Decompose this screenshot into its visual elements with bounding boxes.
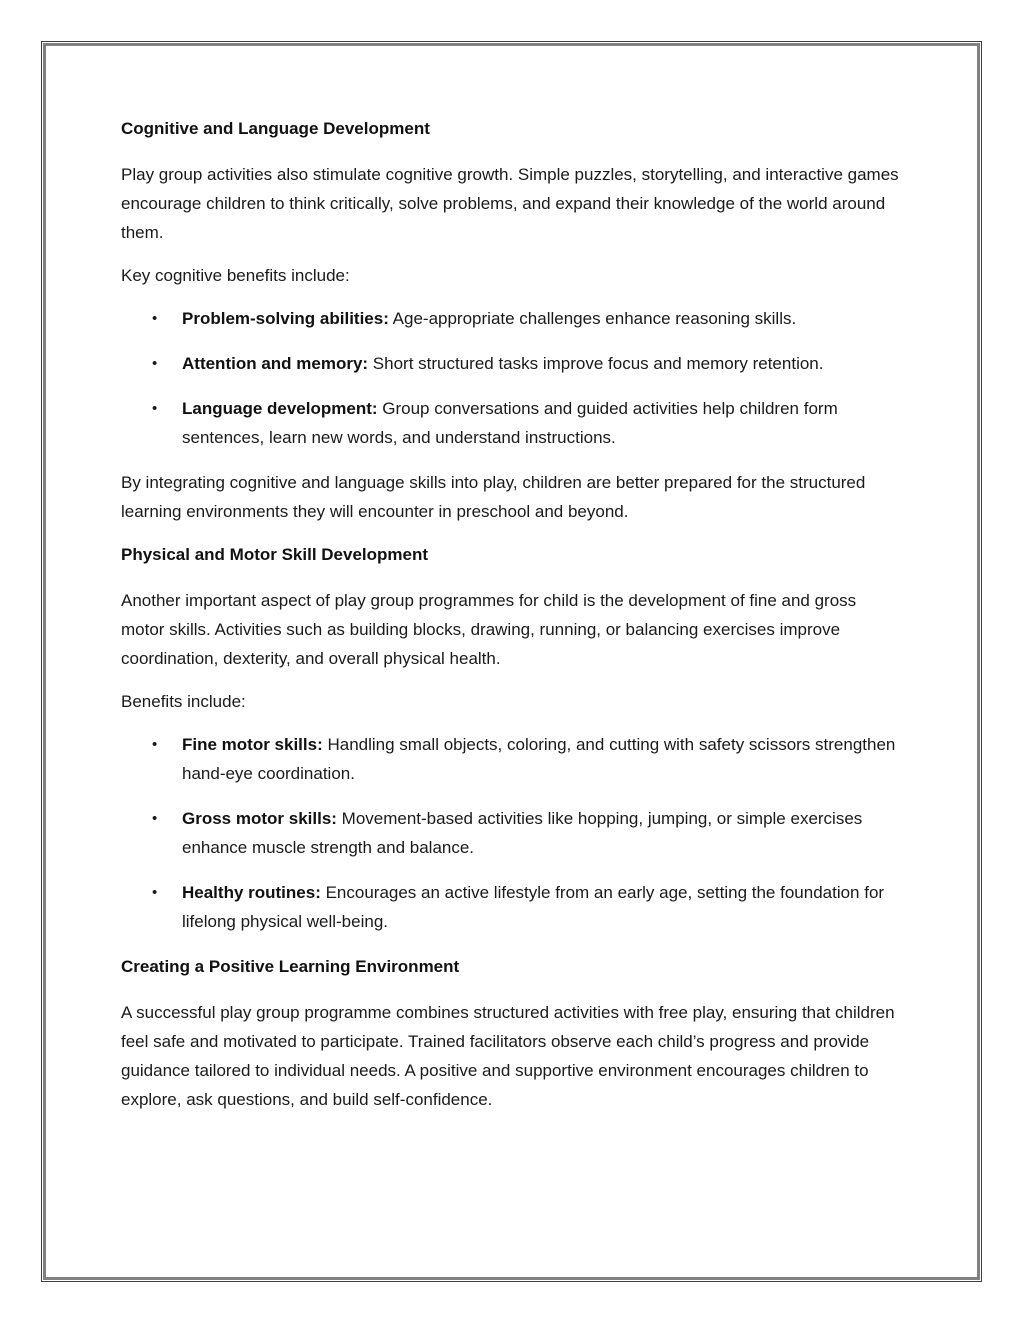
bullet-label: Gross motor skills: [182, 809, 337, 828]
bullet-text: Group conversations and guided activities help children form sentences, learn new words, and understand instructions. [182, 399, 838, 447]
paragraph: A successful play group programme combines structured activities with free play, ensuring that children feel safe and motivated to participate. Trained facilitators observe each child’s progress and provide guidance tailored to individual needs. A positive and supportive environment encourages children to explore, ask questions, and build self-confidence. [121, 1003, 895, 1109]
bullet-text: Short structured tasks improve focus and memory retention. [368, 354, 824, 373]
list-item [121, 730, 903, 788]
cognitive-benefits-list [121, 304, 903, 452]
list-item [121, 804, 903, 862]
bullet-marker: • [152, 310, 158, 327]
section-heading-cognitive: Cognitive and Language Development [121, 119, 430, 138]
physical-benefits-list [121, 730, 903, 936]
list-item [121, 349, 903, 378]
bullet-marker: • [152, 810, 158, 827]
bullet-label: Fine motor skills: [182, 735, 323, 754]
bullet-marker: • [152, 884, 158, 901]
bullet-label: Attention and memory: [182, 354, 369, 373]
bullet-text: Encourages an active lifestyle from an early age, setting the foundation for lifelong physical well-being. [182, 883, 885, 931]
list-item [121, 878, 903, 936]
paragraph: Play group activities also stimulate cognitive growth. Simple puzzles, storytelling, and interactive games encourage children to think critically, solve problems, and expand their knowledge of the world around them. [121, 165, 899, 242]
bullet-label: Language development: [182, 399, 378, 418]
paragraph: By integrating cognitive and language skills into play, children are better prepared for the structured learning environments they will encounter in preschool and beyond. [121, 473, 866, 521]
page-inner-border [43, 43, 980, 1280]
section-heading-physical: Physical and Motor Skill Development [121, 545, 429, 564]
paragraph: Another important aspect of play group programmes for child is the development of fine and gross motor skills. Activities such as building blocks, drawing, running, or balancing exercises improve coordination, dexterity, and overall physical health. [121, 591, 857, 668]
bullet-text: Handling small objects, coloring, and cutting with safety scissors strengthen hand-eye coordination. [182, 735, 896, 783]
page-content [121, 114, 903, 1114]
bullet-text: Movement-based activities like hopping, jumping, or simple exercises enhance muscle strength and balance. [182, 809, 863, 857]
bullet-marker: • [152, 736, 158, 753]
bullet-marker: • [152, 355, 158, 372]
bullet-label: Healthy routines: [182, 883, 321, 902]
section-heading-environment: Creating a Positive Learning Environment [121, 957, 460, 976]
paragraph: Benefits include: [121, 692, 246, 711]
bullet-text: Age-appropriate challenges enhance reasoning skills. [388, 309, 797, 328]
bullet-marker: • [152, 400, 158, 417]
paragraph: Key cognitive benefits include: [121, 266, 350, 285]
list-item [121, 304, 903, 333]
list-item [121, 394, 903, 452]
bullet-label: Problem-solving abilities: [182, 309, 389, 328]
page-border [41, 41, 982, 1282]
